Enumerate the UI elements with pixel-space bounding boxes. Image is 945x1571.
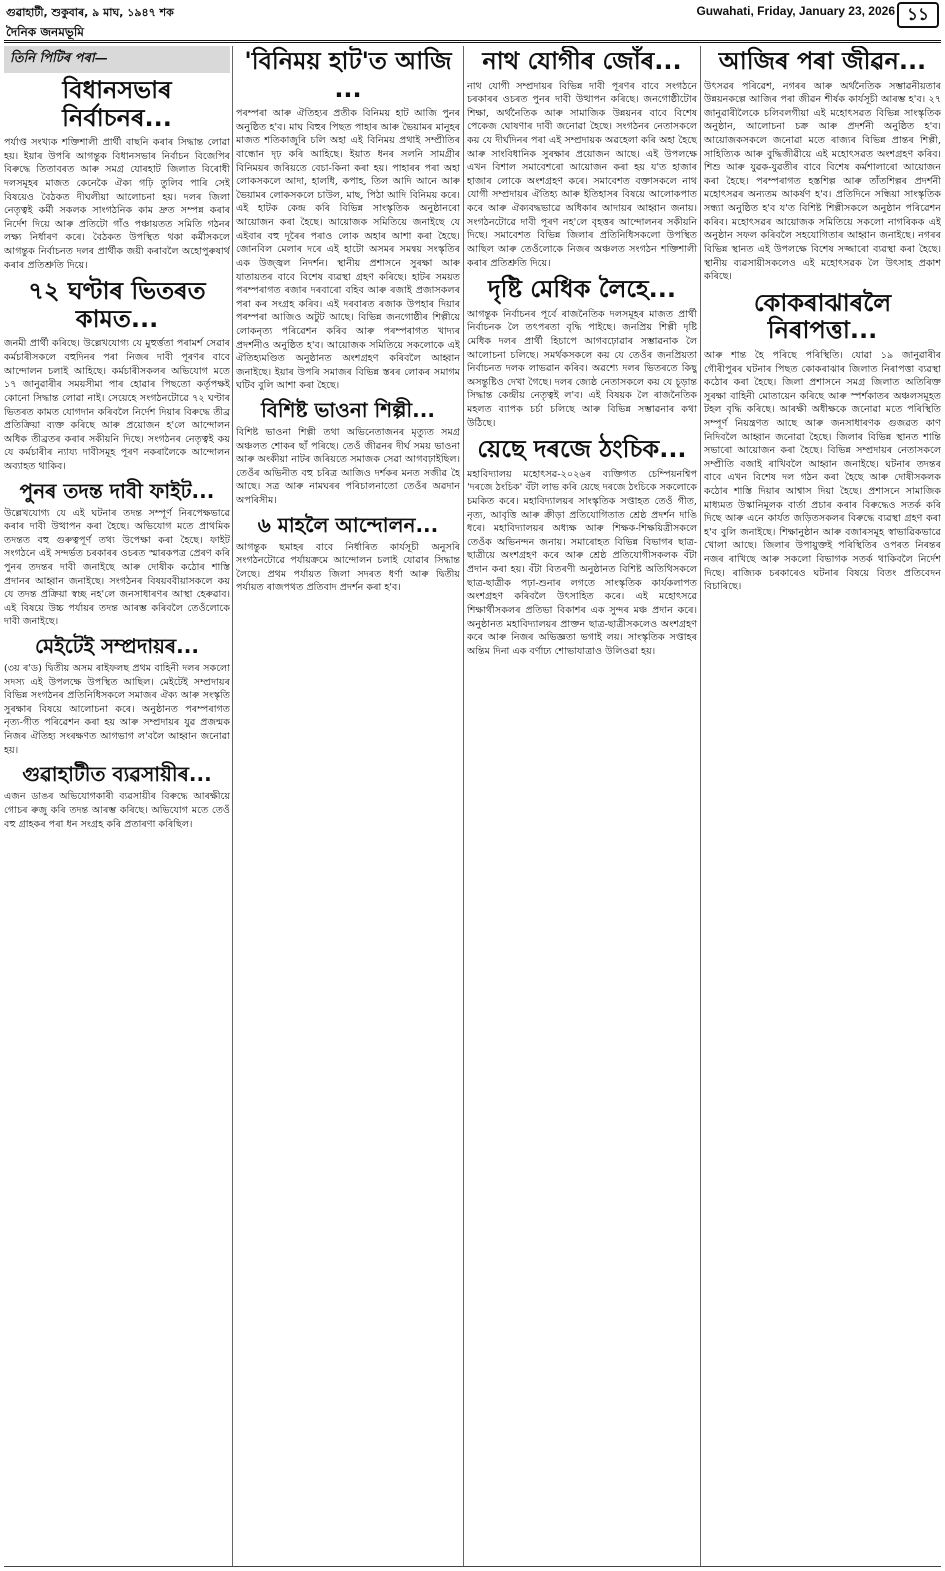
headline: পুনৰ তদন্ত দাবী ফাইট...	[19, 478, 215, 503]
column-divider	[700, 46, 701, 1566]
column-divider	[232, 46, 233, 1566]
article-body: মহাবিদ্যালয় মহোৎসৱ-২০২৬ৰ ব্যক্তিগত চেম্পিয়নশ্বিপ 'দৰজে ঠংচিক' বঁটা লাভ কৰি য়েছে দৰজে ঠংচিকে সকলোকে চমকিত কৰে। মহাবিদ্যালয়ৰ সাংস্কৃতিক সপ্তাহত তেওঁ গীত, নৃত্য, আবৃত্তি আৰু ক্ৰীড়া প্ৰতিযোগিতাত শ্ৰেষ্ঠ প্ৰদৰ্শন দাঙি ধৰে। মহাবিদ্যালয়ৰ অধ্যক্ষ আৰু শিক্ষক-শিক্ষয়িত্ৰীসকলে তেওঁক অভিনন্দন জনায়। সমাৰোহত বিভিন্ন বিভাগৰ ছাত্ৰ-ছাত্ৰীয়ে অংশগ্ৰহণ কৰে আৰু শ্ৰেষ্ঠ প্ৰতিযোগীসকলক বঁটা প্ৰদান কৰা হয়। বঁটা বিতৰণী অনুষ্ঠানত বিশিষ্ট অতিথিসকলে ছাত্ৰ-ছাত্ৰীক পঢ়া-শুনাৰ লগতে সাংস্কৃতিক কাৰ্যকলাপত অংশগ্ৰহণ কৰিবলৈ উৎসাহিত কৰে। এই মহোৎসৱে শিক্ষাৰ্থীসকলৰ প্ৰতিভা বিকাশৰ এক সুন্দৰ মঞ্চ প্ৰদান কৰে। অনুষ্ঠানত মহাবিদ্যালয়ৰ প্ৰাক্তন ছাত্ৰ-ছাত্ৰীসকলেও অংশগ্ৰহণ কৰে আৰু নিজৰ অভিজ্ঞতা ভগাই লয়। সাংস্কৃতিক সপ্তাহৰ অন্তিম দিনা এক বৰ্ণাঢ্য শোভাযাত্ৰাও উলিওৱা হয়।	[467, 468, 697, 657]
headline: নাথ যোগীৰ জোঁৰ...	[482, 47, 682, 75]
column-3	[467, 46, 697, 1566]
article-body: উৎসৱৰ পৰিৱেশ, নগৰৰ আৰু অৰ্থনৈতিক সম্ভাৱনীয়তাৰ উন্নয়নকল্পে আজিৰ পৰা জীৱন শীৰ্ষক কাৰ্যসূচী আৰম্ভ হ'ব। ২৭ জানুৱাৰীলৈকে চলিবলগীয়া এই মহোৎসৱত বিভিন্ন সাংস্কৃতিক অনুষ্ঠান, আলোচনা চক্ৰ আৰু প্ৰদৰ্শনী অনুষ্ঠিত হ'ব। আয়োজকসকলে জনোৱা মতে ৰাজ্যৰ বিভিন্ন প্ৰান্তৰ শিল্পী, সাহিত্যিক আৰু বুদ্ধিজীৱীয়ে এই মহোৎসৱত অংশগ্ৰহণ কৰিব। শিশু আৰু যুৱক-যুৱতীৰ বাবে বিশেষ কৰ্মশালাৰো আয়োজন কৰা হৈছে। পৰম্পৰাগত হস্তশিল্প আৰু তাঁতশিল্পৰ প্ৰদৰ্শনী মহোৎসৱৰ অন্যতম আকৰ্ষণ হ'ব। প্ৰতিদিনে সন্ধিয়া সাংস্কৃতিক সন্ধ্যা অনুষ্ঠিত হ'ব য'ত বিশিষ্ট শিল্পীসকলে অনুষ্ঠান পৰিৱেশন কৰিব। মহোৎসৱৰ আয়োজক সমিতিয়ে সকলো নাগৰিকক এই অনুষ্ঠান সফল কৰিবলৈ সহযোগিতাৰ আহ্বান জনাইছে। নগৰৰ বিভিন্ন স্থানত এই উপলক্ষে বিশেষ সজ্জাৰো ব্যৱস্থা কৰা হৈছে। স্থানীয় ব্যৱসায়ীসকলেও এই মহোৎসৱক লৈ উৎসাহ প্ৰকাশ কৰিছে।	[704, 80, 941, 283]
article-body: বিশিষ্ট ভাওনা শিল্পী তথা অভিনেতাজনৰ মৃত্যুত সমগ্ৰ অঞ্চলত শোকৰ ছাঁ পৰিছে। তেওঁ জীৱনৰ দীৰ্ঘ সময় ভাওনা আৰু অংকীয়া নাটৰ জৰিয়তে সমাজক সেৱা আগবঢ়াইছিল। তেওঁৰ অভিনীত বহু চৰিত্ৰ আজিও দৰ্শকৰ মনত সজীৱ হৈ আছে। সত্ৰ আৰু নামঘৰৰ পৰিচালনাতো তেওঁৰ অৱদান অপৰিসীম।	[236, 426, 460, 507]
masthead: দৈনিক জনমভূমি	[6, 25, 84, 39]
dateline-left: গুৱাহাটী, শুকুবাৰ, ৯ মাঘ, ১৯৪৭ শক	[6, 6, 174, 19]
headline: ৭২ ঘণ্টাৰ ভিতৰত কামত...	[28, 277, 206, 333]
headline: য়েছে দৰজে ঠংচিক...	[477, 435, 687, 464]
article-body: আগন্তুক নিৰ্বাচনৰ পূৰ্বে ৰাজনৈতিক দলসমূহৰ মাজত প্ৰাৰ্থী নিৰ্বাচনক লৈ তৎপৰতা বৃদ্ধি পাইছে। জনপ্ৰিয় শিল্পী দৃষ্টি মেধিক দলৰ প্ৰাৰ্থী হিচাপে আগবঢ়োৱাৰ সম্ভাৱনাক লৈ আলোচনা চলিছে। সমৰ্থকসকলে কয় যে তেওঁৰ জনপ্ৰিয়তা নিৰ্বাচনত দলক লাভৱান কৰিব। অৱশ্যে দলৰ ভিতৰতে কিছু অসন্তুষ্টিও দেখা গৈছে। দলৰ জ্যেষ্ঠ নেতাসকলে কয় যে চূড়ান্ত সিদ্ধান্ত কেন্দ্ৰীয় নেতৃত্বই ল'ব। এই বিষয়ক লৈ ৰাজনৈতিক মহলত ব্যাপক চৰ্চা চলিছে আৰু বিভিন্ন সম্ভাৱনাৰ কথা উঠিছে।	[467, 308, 697, 429]
dateline-right: Guwahati, Friday, January 23, 2026	[696, 4, 895, 18]
article-body: আগন্তুক ছমাহৰ বাবে নিৰ্ধাৰিত কাৰ্যসূচী অনুসৰি সংগঠনটোৱে পৰ্যায়ক্ৰমে আন্দোলন চলাই যোৱাৰ সিদ্ধান্ত লৈছে। প্ৰথম পৰ্যায়ত জিলা সদৰত ধৰ্ণা আৰু দ্বিতীয় পৰ্যায়ত ৰাজপথত প্ৰতিবাদ প্ৰদৰ্শন কৰা হ'ব।	[236, 541, 460, 594]
article-body: উল্লেখযোগ্য যে এই ঘটনাৰ তদন্ত সম্পূৰ্ণ নিৰপেক্ষভাৱে কৰাৰ দাবী উত্থাপন কৰা হৈছে। অভিযোগ মতে প্ৰাথমিক তদন্তত বহু গুৰুত্বপূৰ্ণ তথ্য উপেক্ষা কৰা হৈছে। ফাইট সংগঠনে এই সন্দৰ্ভত চৰকাৰৰ ওচৰত স্মাৰকপত্ৰ প্ৰেৰণ কৰি পুনৰ তদন্তৰ দাবী জনাইছে আৰু দোষীক কঠোৰ শাস্তি প্ৰদানৰ আহ্বান জনাইছে। সংগঠনৰ বিষয়ববীয়াসকলে কয় যে তদন্ত প্ৰক্ৰিয়া স্বচ্ছ নহ'লে জনসাধাৰণৰ আস্থা হেৰুৱাব। এই বিষয়ে উচ্চ পৰ্যায়ৰ তদন্ত আৰম্ভ কৰিবলৈ তেওঁলোকে দাবী জনাইছে।	[4, 507, 230, 628]
headline: মেইটেই সম্প্ৰদায়ৰ...	[35, 634, 199, 659]
headline: আজিৰ পৰা জীৱন...	[718, 47, 927, 75]
headline: বিশিষ্ট ভাওনা শিল্পী...	[261, 397, 435, 422]
article-body: আৰু শান্ত হৈ পৰিছে পৰিস্থিতি। যোৱা ১৯ জানুৱাৰীৰ গৌৰীপুৰৰ ঘটনাৰ পিছত কোকৰাঝাৰ জিলাত নিৰাপত্তা ব্যৱস্থা কঠোৰ কৰা হৈছে। জিলা প্ৰশাসনে সমগ্ৰ জিলাত অতিৰিক্ত সুৰক্ষা বাহিনী মোতায়েন কৰিছে আৰু স্পৰ্শকাতৰ অঞ্চলসমূহত টহল বৃদ্ধি কৰিছে। আৰক্ষী অধীক্ষকে জনোৱা মতে পৰিস্থিতি সম্পূৰ্ণ নিয়ন্ত্ৰণত আছে আৰু জনসাধাৰণক গুজৱত কাণ নিদিবলৈ আহ্বান জনোৱা হৈছে। জিলাৰ বিভিন্ন স্থানত শান্তি সভাৰো আয়োজন কৰা হৈছে। বিভিন্ন সম্প্ৰদায়ৰ নেতাসকলে সম্প্ৰীতি বজাই ৰাখিবলৈ আহ্বান জনাইছে। ঘটনাৰ তদন্তৰ বাবে এখন বিশেষ দল গঠন কৰা হৈছে আৰু দোষীসকলক কঠোৰ শাস্তি দিয়াৰ আশ্বাস দিয়া হৈছে। প্ৰশাসনে সামাজিক মাধ্যমত উস্কানিমূলক বাৰ্তা প্ৰচাৰ কৰাৰ বিৰুদ্ধেও সতৰ্ক কৰি দিছে আৰু এনে কাৰ্যত জড়িতসকলৰ বিৰুদ্ধে ব্যৱস্থা গ্ৰহণ কৰা হ'ব বুলি জনাইছে। শিক্ষানুষ্ঠান আৰু বজাৰসমূহ স্বাভাৱিকভাৱে খোলা আছে। জিলাৰ উপায়ুক্তই পৰিস্থিতিৰ ওপৰত নিৰন্তৰ নজৰ ৰাখিছে আৰু সকলো বিভাগক সতৰ্ক থাকিবলৈ নিৰ্দেশ দিছে। ৰাজ্যিক চৰকাৰেও ঘটনাৰ বিষয়ে বিতং প্ৰতিবেদন বিচাৰিছে।	[704, 349, 941, 593]
column-divider	[463, 46, 464, 1566]
article-body: নাথ যোগী সম্প্ৰদায়ৰ বিভিন্ন দাবী পূৰণৰ বাবে সংগঠনে চৰকাৰৰ ওচৰত পুনৰ দাবী উত্থাপন কৰিছে। জনগোষ্ঠীটোৰ শিক্ষা, অৰ্থনৈতিক আৰু সামাজিক উন্নয়নৰ বাবে বিশেষ পেকেজ ঘোষণাৰ দাবী জনোৱা হৈছে। সংগঠনৰ নেতাসকলে কয় যে দীৰ্ঘদিনৰ পৰা এই সম্প্ৰদায়ক অৱহেলা কৰি অহা হৈছে আৰু সাংবিধানিক সুৰক্ষাৰ প্ৰয়োজন আছে। এই উপলক্ষে এখন বিশাল সমাবেশৰো আয়োজন কৰা হয় য'ত হাজাৰ হাজাৰ লোকে অংশগ্ৰহণ কৰে। সমাবেশত বক্তাসকলে নাথ যোগী সম্প্ৰদায়ৰ ঐতিহ্য আৰু ইতিহাসৰ বিষয়ে আলোকপাত কৰে আৰু ঐক্যবদ্ধভাৱে অধিকাৰ আদায়ৰ আহ্বান জনায়। সংগঠনটোৱে দাবী পূৰণ নহ'লে বৃহত্তৰ আন্দোলনৰ সকীয়নি দিছে। সমাবেশত বিভিন্ন জিলাৰ প্ৰতিনিধিসকলো উপস্থিত আছিল আৰু তেওঁলোকে নিজৰ অঞ্চলত সংগঠন শক্তিশালী কৰাৰ প্ৰতিশ্ৰুতি দিয়ে।	[467, 80, 697, 269]
article-body: পৰম্পৰা আৰু ঐতিহ্যৰ প্ৰতীক বিনিময় হাট আজি পুনৰ অনুষ্ঠিত হ'ব। মাঘ বিহুৰ পিছত পাহাৰ আৰু ভৈয়ামৰ মানুহৰ মাজত শতিকাজুৰি চলি অহা এই বিনিময় প্ৰথাই সম্প্ৰীতিৰ বান্ধোন দৃঢ় কৰি আহিছে। ইয়াত ধনৰ সলনি সামগ্ৰীৰ বিনিময়ৰ জৰিয়তে বেচা-কিনা কৰা হয়। পাহাৰৰ পৰা অহা লোকসকলে আদা, হালধি, কপাহ, তিল আদি আনে আৰু ভৈয়ামৰ লোকসকলে চাউল, মাছ, পিঠা আদি বিনিময় কৰে। এই হাটক কেন্দ্ৰ কৰি বিভিন্ন সাংস্কৃতিক অনুষ্ঠানৰো আয়োজন কৰা হৈছে। আয়োজক সমিতিয়ে জনাইছে যে এইবাৰ বহু দূৰৈৰ পৰাও লোক অহাৰ আশা কৰা হৈছে। জোনবিল মেলাৰ দৰে এই হাটো অসমৰ সমন্বয় সংস্কৃতিৰ এক উজ্জ্বল নিদৰ্শন। স্থানীয় প্ৰশাসনে সুৰক্ষা আৰু যাতায়তৰ বাবে বিশেষ ব্যৱস্থা গ্ৰহণ কৰিছে। হাটৰ সময়ত পৰম্পৰাগত ৰজাৰ দৰবাৰো বহিব আৰু ৰজাই প্ৰজাসকলৰ পৰা কৰ সংগ্ৰহ কৰিব। এই দৰবাৰত ৰজাক উপহাৰ দিয়াৰ পৰম্পৰা আজিও অটুট আছে। বিভিন্ন জনগোষ্ঠীৰ শিল্পীয়ে লোকনৃত্য পৰিৱেশন কৰিব আৰু পৰম্পৰাগত খাদ্যৰ প্ৰদৰ্শনীও অনুষ্ঠিত হ'ব। আয়োজক সমিতিয়ে সকলোকে এই ঐতিহ্যমণ্ডিত অনুষ্ঠানত অংশগ্ৰহণ কৰিবলৈ আহ্বান জনাইছে। ইয়াৰ উপৰি সমাজৰ বিভিন্ন স্তৰৰ লোকৰ সমাগম ঘটিব বুলি আশা কৰা হৈছে।	[236, 108, 460, 392]
headline: 'বিনিময় হাট'ত আজি ...	[244, 47, 452, 103]
masthead-rule	[4, 40, 941, 43]
article-body: জনমী প্ৰাৰ্থী কৰিছে। উল্লেখযোগ্য যে মুহুৰ্ত্ততা পৰামৰ্শ সেৱাৰ কৰ্মচাৰীসকলে বহুদিনৰ পৰা নিজৰ দাবী পূৰণৰ বাবে আন্দোলন চলাই আহিছে। কৰ্মচাৰীসকলৰ অভিযোগ মতে ১৭ জানুৱাৰীৰ সময়সীমা পাৰ হোৱাৰ পিছতো কৰ্তৃপক্ষই কোনো সিদ্ধান্ত লোৱা নাই। সেয়েহে সংগঠনটোৱে ৭২ ঘণ্টাৰ ভিতৰত কামত যোগদান কৰিবলৈ নিৰ্দেশ দিয়াৰ বিৰুদ্ধে তীব্ৰ প্ৰতিক্ৰিয়া ব্যক্ত কৰিছে আৰু প্ৰয়োজন হ'লে আন্দোলন অধিক তীব্ৰতৰ কৰাৰ সকীয়নি দিছে। সংগঠনৰ নেতৃত্বই কয় যে কৰ্মচাৰীৰ ন্যায্য দাবীসমূহ পূৰণ নকৰালৈকে আন্দোলন অব্যাহত থাকিব।	[4, 338, 230, 472]
continuation-kicker: তিনি পিটিৰ পৰা—	[4, 46, 230, 73]
page-bottom-rule	[4, 1566, 941, 1567]
article-body: (৩য় ৰ'ড) দ্বিতীয় অসম ৰাইফলছ প্ৰথম বাহিনী দলৰ সকলো সদস্য এই উপলক্ষে উপস্থিত আছিল। মেইটেই সম্প্ৰদায়ৰ বিভিন্ন সংগঠনৰ প্ৰতিনিধিসকলে সমাজৰ ঐক্য আৰু সংস্কৃতি সুৰক্ষাৰ বিষয়ে আলোচনা কৰে। অনুষ্ঠানত পৰম্পৰাগত নৃত্য-গীত পৰিৱেশন কৰা হয় আৰু সম্প্ৰদায়ৰ যুৱ প্ৰজন্মক নিজৰ ঐতিহ্য সংৰক্ষণত আগভাগ ল'বলৈ আহ্বান জনোৱা হয়।	[4, 663, 230, 756]
headline: ৬ মাহলৈ আন্দোলন...	[257, 512, 439, 537]
page-number: ১১	[897, 2, 939, 28]
article-body: পৰ্যাপ্ত সংখ্যক শক্তিশালী প্ৰাৰ্থী বাছনি কৰাৰ সিদ্ধান্ত লোৱা হয়। ইয়াৰ উপৰি আগন্তুক বিধানসভাৰ নিৰ্বাচন বিজেপিৰ বিৰুদ্ধে তিতাবৰত আৰু সমগ্ৰ যোৰহাট জিলাত বিৰোধী দলসমূহৰ মাজত কেনেকৈ ঐক্য গঢ়ি তুলিব পাৰি সেই বিষয়েও বৈঠকত দীঘলীয়া আলোচনা হয়। দলৰ জিলা নেতৃত্বই কৰ্মী সকলক সাংগঠনিক কাম দ্ৰুত সম্পন্ন কৰাৰ নিৰ্দেশ দিয়ে আৰু প্ৰতিটো গাঁও পঞ্চায়তত সমিতি গঠনৰ লক্ষ্য নিৰ্ধাৰণ কৰে। বৈঠকত উপস্থিত থকা কৰ্মীসকলে আগন্তুক নিৰ্বাচনত দলৰ প্ৰাৰ্থীক জয়ী কৰাবলৈ অহোপুৰুষাৰ্থ কৰাৰ প্ৰতিশ্ৰুতি দিয়ে।	[4, 137, 230, 271]
article-body: এজন ডাঙৰ অভিযোগকাৰী ব্যৱসায়ীৰ বিৰুদ্ধে আৰক্ষীয়ে গোচৰ ৰুজু কৰি তদন্ত আৰম্ভ কৰিছে। অভিযোগ মতে তেওঁ বহু গ্ৰাহকৰ পৰা ধন সংগ্ৰহ কৰি প্ৰতাৰণা কৰিছিল।	[4, 791, 230, 830]
column-1	[4, 46, 230, 1566]
headline: বিধানসভাৰ নিৰ্বাচনৰ...	[62, 76, 172, 132]
headline: দৃষ্টি মেধিক লৈহে...	[488, 275, 676, 304]
column-2	[236, 46, 460, 1566]
headline: গুৱাহাটীত ব্যৱসায়ীৰ...	[22, 762, 212, 787]
column-4	[704, 46, 941, 1566]
headline: কোকৰাঝাৰলৈ নিৰাপত্তা...	[753, 288, 892, 345]
